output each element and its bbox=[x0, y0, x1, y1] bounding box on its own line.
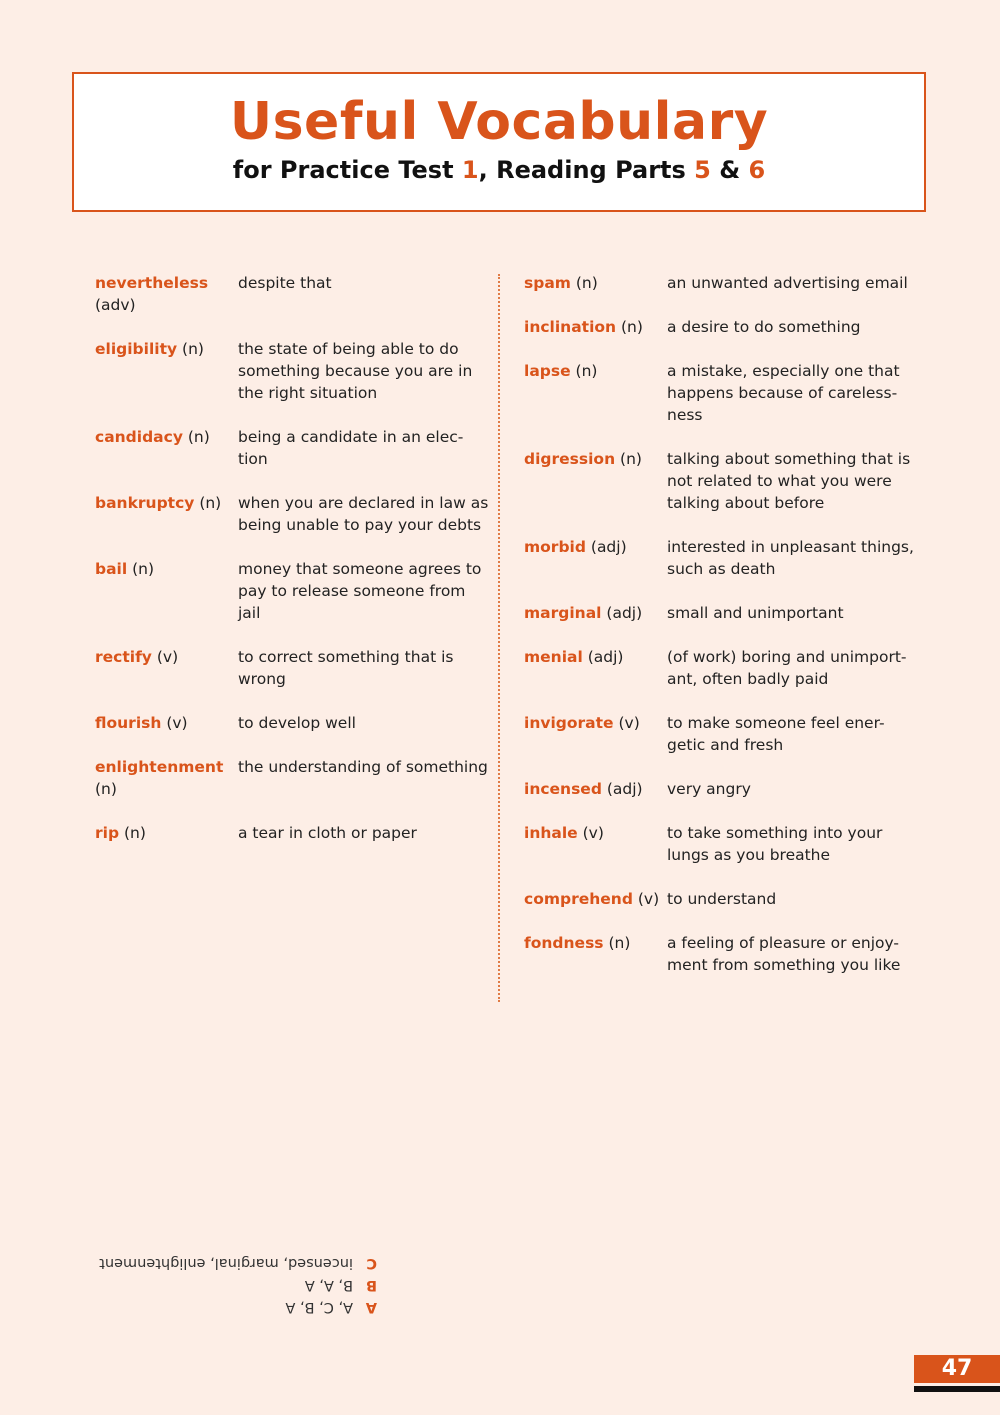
vocab-definition: to correct something that is wrong bbox=[238, 648, 454, 688]
vocab-definition: interested in unpleasant things, such as death bbox=[667, 538, 914, 578]
subtitle-part-1: 5 bbox=[694, 156, 711, 184]
vocab-term bbox=[524, 448, 667, 514]
vocab-term bbox=[524, 316, 667, 338]
column-divider bbox=[498, 274, 500, 1002]
vocab-definition: a feeling of pleasure or enjoy-ment from something you like bbox=[667, 934, 901, 974]
vocab-entry bbox=[524, 646, 919, 690]
vocab-entry bbox=[524, 360, 919, 426]
page-number-underline bbox=[914, 1386, 1000, 1392]
vocab-pos: (n) bbox=[124, 824, 146, 842]
vocab-definition: to understand bbox=[667, 890, 777, 908]
vocab-term bbox=[95, 756, 238, 800]
vocab-definition: a desire to do something bbox=[667, 318, 861, 336]
subtitle-part-2: 6 bbox=[748, 156, 766, 184]
vocab-word: rectify bbox=[95, 648, 152, 666]
vocab-word: invigorate bbox=[524, 714, 614, 732]
vocab-definition: the state of being able to do something because you are in the right situation bbox=[238, 340, 473, 402]
vocab-column-left bbox=[95, 272, 490, 866]
vocab-entry bbox=[524, 712, 919, 756]
vocab-pos: (n) bbox=[95, 780, 117, 798]
vocab-definition: to take something into your lungs as you breathe bbox=[667, 824, 883, 864]
vocab-entry bbox=[95, 646, 490, 690]
answer-value: B, A, A bbox=[304, 1277, 353, 1293]
answer-letter: A bbox=[365, 1299, 377, 1315]
vocab-definition: to develop well bbox=[238, 714, 356, 732]
vocab-entry bbox=[524, 448, 919, 514]
vocab-term bbox=[524, 602, 667, 624]
vocab-pos: (n) bbox=[621, 318, 643, 336]
page-subtitle bbox=[74, 156, 924, 184]
page-title: Useful Vocabulary bbox=[229, 92, 769, 152]
answer-value: incensed, marginal, enlightenment bbox=[99, 1255, 353, 1271]
vocab-definition: an unwanted advertising email bbox=[667, 274, 908, 292]
vocab-term bbox=[524, 536, 667, 580]
vocab-definition: small and unimportant bbox=[667, 604, 844, 622]
vocab-pos: (n) bbox=[132, 560, 155, 578]
vocab-entry bbox=[95, 426, 490, 470]
vocab-word: inhale bbox=[524, 824, 578, 842]
vocab-word: nevertheless bbox=[95, 274, 209, 292]
vocab-entry bbox=[95, 712, 490, 734]
vocab-column-right bbox=[524, 272, 919, 998]
vocab-definition: a tear in cloth or paper bbox=[238, 824, 417, 842]
answer-row bbox=[95, 1296, 377, 1318]
vocab-term bbox=[95, 558, 238, 624]
page-number: 47 bbox=[914, 1355, 1000, 1383]
vocab-word: marginal bbox=[524, 604, 602, 622]
answer-letter: B bbox=[365, 1277, 377, 1293]
vocab-definition: despite that bbox=[238, 274, 332, 292]
vocab-word: menial bbox=[524, 648, 583, 666]
vocab-word: incensed bbox=[524, 780, 602, 798]
vocab-entry bbox=[95, 338, 490, 404]
vocab-pos: (adj) bbox=[606, 780, 643, 798]
vocab-entry bbox=[524, 778, 919, 800]
vocab-entry bbox=[95, 756, 490, 800]
vocab-pos: (v) bbox=[156, 648, 179, 666]
vocab-word: inclination bbox=[524, 318, 617, 336]
vocab-term bbox=[524, 932, 667, 976]
vocab-definition: talking about something that is not related to what you were talking about before bbox=[667, 450, 911, 512]
vocab-definition: a mistake, especially one that happens because of careless-ness bbox=[667, 362, 900, 424]
vocab-pos: (v) bbox=[637, 890, 660, 908]
vocab-definition: the understanding of something bbox=[238, 758, 488, 776]
vocab-definition: when you are declared in law as being unable to pay your debts bbox=[238, 494, 489, 534]
subtitle-amp: & bbox=[710, 156, 749, 184]
vocab-word: comprehend bbox=[524, 890, 633, 908]
vocab-word: enlightenment bbox=[95, 758, 224, 776]
vocab-pos: (v) bbox=[166, 714, 188, 732]
vocab-pos: (adj) bbox=[606, 604, 643, 622]
vocab-term bbox=[524, 646, 667, 690]
vocab-term bbox=[95, 338, 238, 404]
vocab-entry bbox=[524, 272, 919, 294]
vocab-entry bbox=[95, 272, 490, 316]
subtitle-prefix: for Practice Test bbox=[232, 156, 462, 184]
vocab-entry bbox=[524, 822, 919, 866]
vocab-term bbox=[95, 492, 238, 536]
vocab-word: eligibility bbox=[95, 340, 178, 358]
vocab-entry bbox=[95, 822, 490, 844]
vocab-word: bail bbox=[95, 560, 128, 578]
vocab-pos: (adv) bbox=[95, 296, 136, 314]
vocab-pos: (v) bbox=[618, 714, 640, 732]
vocab-pos: (v) bbox=[582, 824, 604, 842]
vocab-entry bbox=[524, 932, 919, 976]
answer-value: A, C, B, A bbox=[285, 1299, 353, 1315]
subtitle-test-number: 1 bbox=[461, 156, 479, 184]
vocab-pos: (n) bbox=[620, 450, 642, 468]
vocab-definition: being a candidate in an elec-tion bbox=[238, 428, 464, 468]
subtitle-mid: , Reading Parts bbox=[478, 156, 695, 184]
vocab-word: flourish bbox=[95, 714, 162, 732]
vocab-term bbox=[524, 712, 667, 756]
vocab-word: rip bbox=[95, 824, 120, 842]
answer-letter: C bbox=[366, 1255, 377, 1271]
vocab-pos: (n) bbox=[608, 934, 631, 952]
vocab-definition: (of work) boring and unimport-ant, often badly paid bbox=[667, 648, 907, 688]
vocab-pos: (adj) bbox=[590, 538, 627, 556]
vocab-pos: (adj) bbox=[587, 648, 624, 666]
vocab-term bbox=[95, 426, 238, 470]
vocab-term bbox=[95, 646, 238, 690]
answer-row bbox=[95, 1274, 377, 1296]
vocab-word: fondness bbox=[524, 934, 604, 952]
vocab-entry bbox=[524, 316, 919, 338]
vocab-term bbox=[524, 272, 667, 294]
vocab-pos: (n) bbox=[575, 362, 598, 380]
vocab-term bbox=[95, 712, 238, 734]
vocab-term bbox=[524, 778, 667, 800]
vocab-word: candidacy bbox=[95, 428, 183, 446]
vocab-term bbox=[95, 822, 238, 844]
vocab-definition: to make someone feel ener-getic and fresh bbox=[667, 714, 885, 754]
vocab-definition: money that someone agrees to pay to release someone from jail bbox=[238, 560, 482, 622]
vocab-pos: (n) bbox=[575, 274, 598, 292]
vocab-word: digression bbox=[524, 450, 616, 468]
vocab-pos: (n) bbox=[182, 340, 204, 358]
vocab-definition: very angry bbox=[667, 780, 751, 798]
vocab-term bbox=[95, 272, 238, 316]
vocab-pos: (n) bbox=[187, 428, 210, 446]
answer-row bbox=[95, 1252, 377, 1274]
vocab-term bbox=[524, 888, 667, 910]
vocab-entry bbox=[524, 602, 919, 624]
vocab-term bbox=[524, 360, 667, 426]
vocab-word: spam bbox=[524, 274, 571, 292]
vocab-entry bbox=[95, 558, 490, 624]
vocab-entry bbox=[524, 888, 919, 910]
vocab-term bbox=[524, 822, 667, 866]
title-box bbox=[72, 72, 926, 212]
vocab-word: lapse bbox=[524, 362, 571, 380]
vocab-word: morbid bbox=[524, 538, 586, 556]
vocab-entry bbox=[95, 492, 490, 536]
answer-key bbox=[95, 1252, 377, 1318]
vocab-word: bankruptcy bbox=[95, 494, 195, 512]
vocab-pos: (n) bbox=[199, 494, 222, 512]
vocab-entry bbox=[524, 536, 919, 580]
